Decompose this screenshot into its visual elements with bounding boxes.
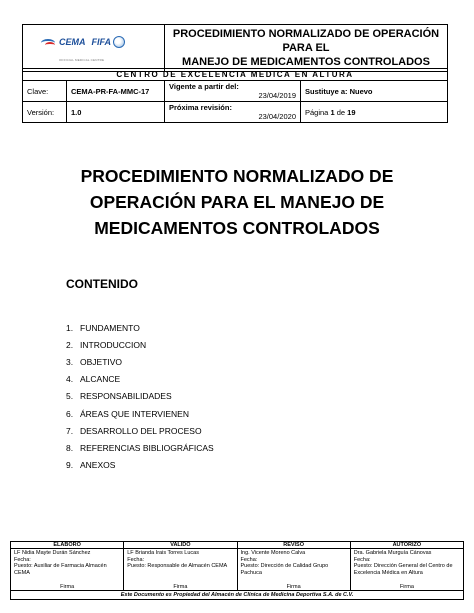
signer-name: Ing. Vicente Moreno Calva — [240, 550, 306, 556]
toc-item-label: FUNDAMENTO — [80, 322, 140, 333]
toc-item[interactable] — [66, 353, 214, 370]
firma-label: Firma — [11, 582, 124, 591]
proxima-value: 23/04/2020 — [258, 112, 296, 121]
role-reviso: REVISÓ — [237, 542, 350, 549]
fifa-logo — [92, 36, 126, 48]
signer-position: Puesto: Dirección General del Centro de Excelencia Médica en Altura — [353, 563, 453, 576]
toc-item-label: RESPONSABILIDADES — [80, 391, 172, 402]
proxima-label: Próxima revisión: — [169, 103, 232, 112]
role-autorizo: AUTORIZÓ — [350, 542, 463, 549]
signer-name: Dra. Gabriela Murguía Cánovas — [353, 550, 432, 556]
firma-label: Firma — [350, 582, 463, 591]
clave-value: CEMA-PR-FA-MMC-17 — [67, 81, 165, 102]
toc-item-number: 8. — [66, 442, 74, 453]
table-of-contents — [66, 319, 214, 474]
vigente-value: 23/04/2019 — [258, 91, 296, 100]
toc-item[interactable] — [66, 371, 214, 388]
page-current: 1 — [330, 107, 335, 117]
toc-item[interactable] — [66, 405, 214, 422]
firma-label: Firma — [237, 582, 350, 591]
toc-item-label: DESARROLLO DEL PROCESO — [80, 425, 202, 436]
signer-reviso — [237, 549, 350, 582]
signer-date: Fecha: — [353, 556, 371, 563]
proxima-cell — [165, 102, 301, 123]
toc-item-number: 4. — [66, 374, 74, 385]
signer-autorizo — [350, 549, 463, 582]
logo-caption: OFFICIAL MEDICAL CENTRE — [59, 58, 105, 62]
signer-name: LF Nidia Mayte Durán Sánchez — [14, 550, 91, 556]
institution-name: CENTRO DE EXCELENCIA MEDICA EN ALTURA — [23, 69, 448, 81]
toc-item-number: 6. — [66, 408, 74, 419]
role-valido: VALIDO — [124, 542, 237, 549]
version-label: Versión: — [23, 102, 67, 123]
signature-table — [10, 541, 464, 600]
toc-item[interactable] — [66, 422, 214, 439]
vigente-cell — [165, 81, 301, 102]
sustituye-value: Sustituye a: Nuevo — [301, 81, 448, 102]
toc-item[interactable] — [66, 336, 214, 353]
version-value: 1.0 — [67, 102, 165, 123]
toc-item-label: REFERENCIAS BIBLIOGRÁFICAS — [80, 442, 214, 453]
document-title-line1: PROCEDIMIENTO NORMALIZADO DE — [80, 166, 394, 186]
header-title-line2: MANEJO DE MEDICAMENTOS CONTROLADOS — [182, 56, 430, 68]
toc-item[interactable] — [66, 319, 214, 336]
role-elaboro: ELABORÓ — [11, 542, 124, 549]
toc-item-label: ALCANCE — [80, 374, 121, 385]
header-title — [165, 25, 448, 72]
toc-item-number: 9. — [66, 460, 74, 471]
page-number — [301, 102, 448, 123]
toc-item[interactable] — [66, 457, 214, 474]
toc-item-number: 3. — [66, 356, 74, 367]
toc-item-number: 2. — [66, 339, 74, 350]
page-prefix: Página — [305, 107, 329, 117]
logos — [41, 36, 125, 48]
toc-item[interactable] — [66, 388, 214, 405]
page-total: 19 — [347, 107, 356, 117]
signer-position: Puesto: Dirección de Calidad Grupo Pachuca — [240, 563, 329, 576]
logo-cell — [23, 25, 165, 72]
ownership-note: Este Documento es Propiedad del Almacén de Clínica de Medicina Deportiva S.A. de C.V. — [11, 591, 464, 600]
document-title-line3: MEDICAMENTOS CONTROLADOS — [94, 218, 380, 238]
signer-position: Puesto: Auxiliar de Farmacia Almacén CEMA — [14, 563, 107, 576]
toc-item-number: 7. — [66, 425, 74, 436]
toc-item-label: INTRODUCCION — [80, 339, 147, 350]
toc-item[interactable] — [66, 439, 214, 456]
document-header — [22, 24, 448, 72]
fifa-logo-text: FIFA — [91, 37, 111, 47]
page-of: de — [336, 107, 346, 117]
signer-date: Fecha: — [240, 556, 258, 563]
signer-date: Fecha: — [127, 556, 145, 563]
clave-label: Clave: — [23, 81, 67, 102]
cema-logo — [41, 37, 86, 47]
toc-item-label: ANEXOS — [80, 460, 116, 471]
vigente-label: Vigente a partir del: — [169, 82, 239, 91]
signer-elaboro — [11, 549, 124, 582]
signer-name: LF Brianda Irais Torres Lucas — [127, 550, 199, 556]
header-title-line1: PROCEDIMIENTO NORMALIZADO DE OPERACIÓN PARA EL — [172, 28, 440, 54]
toc-item-label: OBJETIVO — [80, 356, 123, 367]
toc-item-number: 1. — [66, 322, 74, 333]
document-title — [40, 163, 434, 241]
contents-heading: CONTENIDO — [66, 277, 138, 291]
document-metadata — [22, 68, 448, 123]
signer-date: Fecha: — [14, 556, 31, 563]
toc-item-label: ÁREAS QUE INTERVIENEN — [80, 408, 189, 419]
cema-logo-text: CEMA — [59, 37, 86, 47]
signer-valido — [124, 549, 237, 582]
football-icon — [113, 36, 125, 48]
document-title-line2: OPERACIÓN PARA EL MANEJO DE — [89, 192, 385, 212]
toc-item-number: 5. — [66, 391, 74, 402]
signer-position: Puesto: Responsable de Almacén CEMA — [127, 563, 228, 569]
firma-label: Firma — [124, 582, 237, 591]
cema-mark-icon — [41, 37, 57, 47]
